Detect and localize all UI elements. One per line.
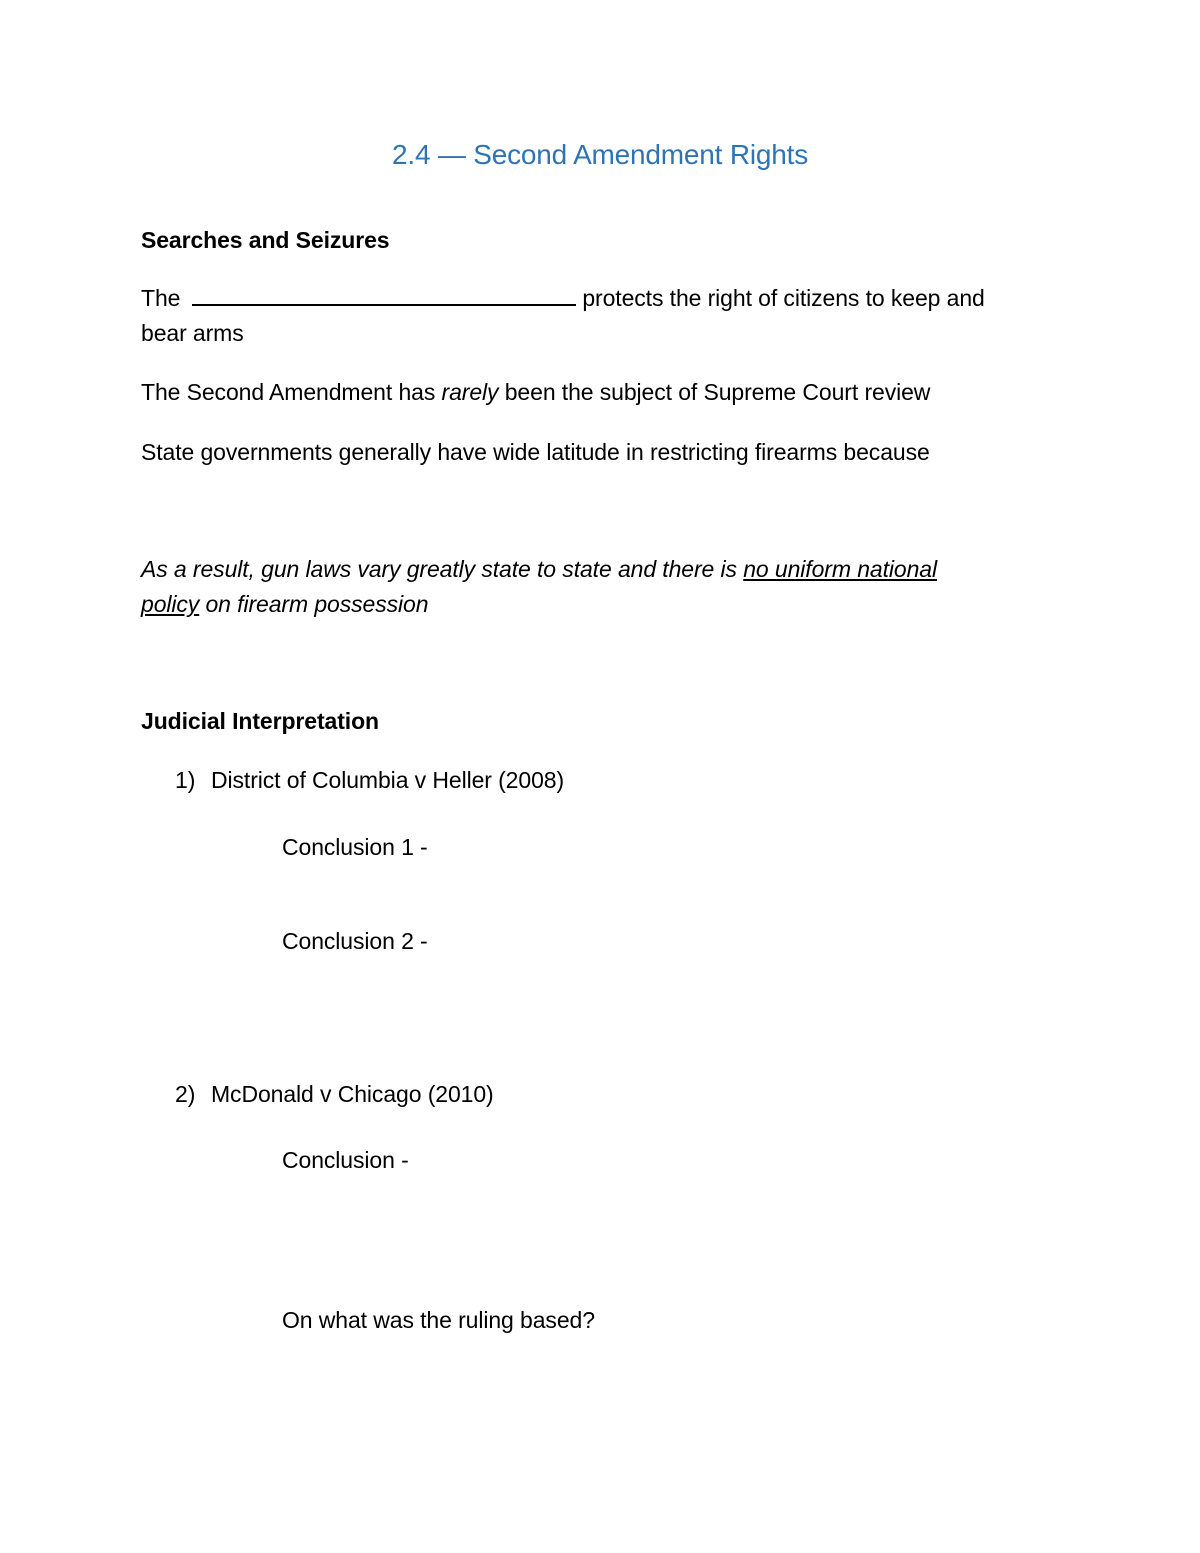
paragraph-state-governments: State governments generally have wide latitude in restricting firearms because <box>141 439 930 465</box>
review-text-start: The Second Amendment has <box>141 379 442 405</box>
fill-in-blank-line <box>192 284 576 306</box>
result-underline-2: policy <box>141 591 200 617</box>
section-heading-judicial: Judicial Interpretation <box>141 708 379 734</box>
result-text-end: on firearm possession <box>199 591 429 617</box>
review-text-end: been the subject of Supreme Court review <box>498 379 931 405</box>
result-text: As a result, gun laws vary greatly state to state and there is <box>141 556 744 582</box>
list-number: 1) <box>175 767 196 793</box>
list-number: 2) <box>175 1081 196 1107</box>
result-underline-1: no uniform national <box>743 556 937 582</box>
paragraph-fill-in-blank <box>141 281 985 316</box>
page-title: 2.4 — Second Amendment Rights <box>392 139 808 170</box>
list-item-case-1 <box>141 763 564 798</box>
review-text-italic: rarely <box>441 379 499 405</box>
case-name: McDonald v Chicago (2010) <box>211 1081 494 1107</box>
paragraph-result-line2 <box>141 587 428 622</box>
case-1-conclusion-2: Conclusion 2 - <box>282 928 428 954</box>
section-heading-searches: Searches and Seizures <box>141 227 390 253</box>
paragraph-result-line1 <box>141 552 937 587</box>
case-2-conclusion: Conclusion - <box>282 1147 409 1173</box>
case-name: District of Columbia v Heller (2008) <box>211 767 565 793</box>
case-1-conclusion-1: Conclusion 1 - <box>282 834 428 860</box>
paragraph-fill-in-blank-line2: bear arms <box>141 320 244 346</box>
list-item-case-2 <box>141 1077 494 1112</box>
case-2-question: On what was the ruling based? <box>282 1307 595 1333</box>
blank-prefix: The <box>141 285 181 311</box>
blank-suffix: protects the right of citizens to keep and <box>582 285 985 311</box>
paragraph-second-amendment-review <box>141 375 930 410</box>
